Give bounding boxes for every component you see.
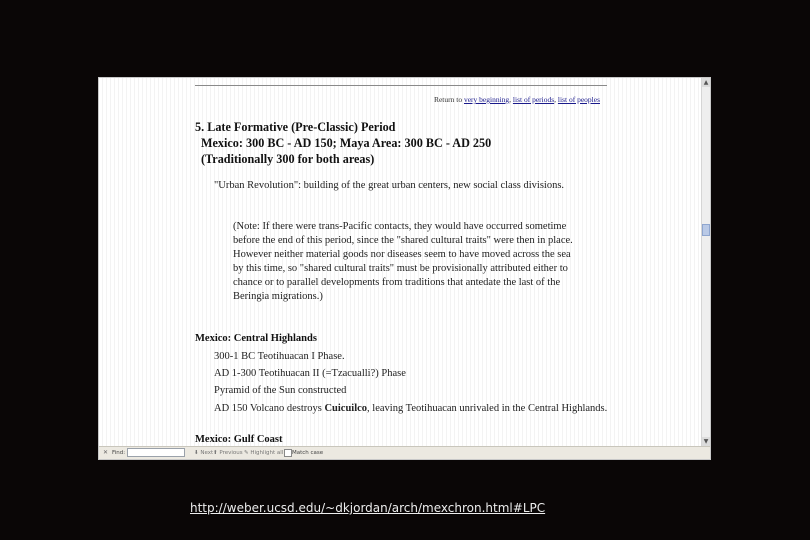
note-paragraph: (Note: If there were trans-Pacific contacts, they would have occurred sometime before the end of this period, since the "shared cultural traits" were then in place. However neither material goods nor diseases seem to have moved across the sea by this time, so "shared cultural traits" must be provisionally attributed either to chance or to parallel developments from traditions that antedate the last of the Beringia migrations.) [233,221,573,302]
match-case-label: Match case [292,450,324,456]
section-title-line3: (Traditionally 300 for both areas) [201,152,375,166]
scroll-down-icon[interactable]: ▼ [703,438,709,445]
urban-revolution-paragraph: "Urban Revolution": building of the great urban centers, new social class divisions. [214,180,565,191]
highlight-all-button[interactable]: ✎ Highlight all [244,450,284,456]
heading-central-highlands: Mexico: Central Highlands [195,333,317,344]
find-bar [99,446,710,459]
section-title-line2: Mexico: 300 BC - AD 150; Maya Area: 300 BC - AD 250 [201,136,492,150]
heading-gulf-coast: Mexico: Gulf Coast [195,434,283,445]
find-next-button[interactable]: ⬇ Next [194,450,214,456]
find-label: Find: [112,450,126,456]
scroll-up-icon[interactable]: ▲ [703,79,709,86]
link-list-of-periods[interactable]: list of periods [512,95,555,104]
list-item: AD 1-300 Teotihuacan II (=Tzacualli?) Phase [214,368,406,379]
list-item: 300-1 BC Teotihuacan I Phase. [214,351,345,362]
link-list-of-peoples[interactable]: list of peoples [557,95,600,104]
match-case-checkbox[interactable] [284,449,292,457]
source-url-link[interactable]: http://weber.ucsd.edu/~dkjordan/arch/mexchron.html#LPC [190,501,546,515]
return-nav: Return to very beginning, list of periods, list of peoples [433,95,600,104]
list-item: Pyramid of the Sun constructed [214,385,347,396]
section-title [195,119,491,167]
browser-window [98,77,711,460]
link-very-beginning[interactable]: very beginning [463,95,510,104]
section-title-line1: 5. Late Formative (Pre-Classic) Period [195,120,396,134]
scroll-thumb[interactable] [702,224,710,236]
return-prefix: Return to [433,95,463,104]
find-previous-button[interactable]: ⬆ Previous [213,450,243,456]
close-icon[interactable]: ✕ [103,449,109,456]
find-input[interactable] [127,448,185,457]
vertical-scrollbar[interactable] [701,78,710,446]
list-item [214,402,614,416]
item-text-post: , leaving Teotihuacan unrivaled in the Central Highlands. [367,403,608,414]
horizontal-rule [195,85,607,86]
item-text-pre: AD 150 Volcano destroys [214,403,325,414]
item-text-bold: Cuicuilco [324,403,368,414]
web-page [99,78,703,446]
